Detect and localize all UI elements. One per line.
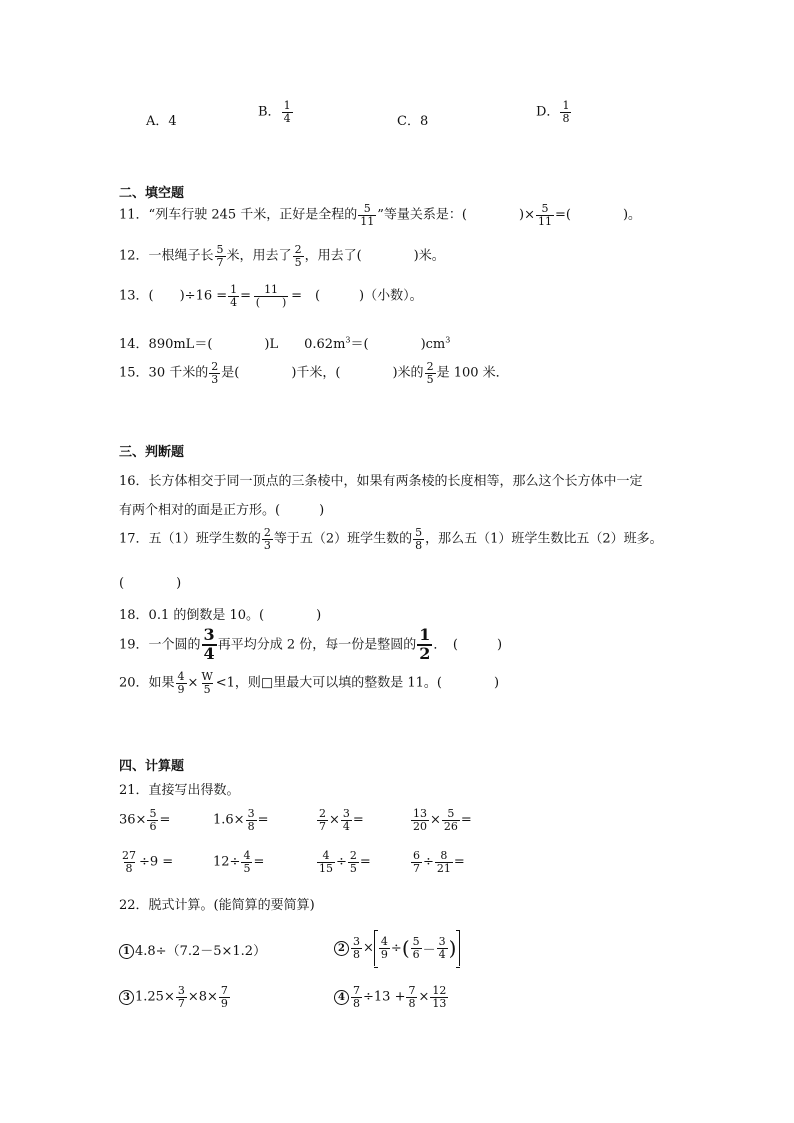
fraction: $\frac{2}{5}$ (294, 243, 302, 269)
answer-blank[interactable] (571, 204, 623, 223)
question-21-title: 21．直接写出得数。 (119, 783, 240, 798)
fraction: $\frac{6}{7}$ (413, 849, 420, 875)
fraction: $\frac{1}{2}$ (419, 625, 431, 663)
fraction: $\frac{5}{8}$ (415, 526, 423, 552)
q21-expression: 36× $\frac{5}{6}$ = (119, 807, 171, 833)
fraction: $\frac{7}{8}$ (408, 984, 416, 1010)
fraction: $\frac{2}{3}$ (211, 360, 219, 386)
question-17-answer[interactable]: ( ) (119, 576, 182, 591)
q21-expression: $\frac{6}{7}$ ÷ $\frac{8}{21}$ = (413, 849, 465, 875)
fraction: $\frac{3}{7}$ (177, 984, 185, 1010)
answer-blank[interactable] (369, 333, 421, 352)
option-a: A．4 (146, 114, 177, 129)
fraction: $\frac{8}{21}$ (436, 849, 451, 875)
circled-number: 3 (119, 990, 134, 1005)
answer-blank[interactable] (362, 245, 414, 264)
fraction: $\frac{5}{26}$ (443, 807, 458, 833)
fraction: $\frac{3}{4}$ (342, 807, 350, 833)
q21-expression: $\frac{13}{20}$ × $\frac{5}{26}$ = (413, 807, 472, 833)
fraction: $\frac{3}{8}$ (353, 934, 360, 961)
fraction: $\frac{13}{20}$ (413, 807, 427, 833)
section-title-true-false: 三、判断题 (119, 445, 185, 460)
question-22-title: 22．脱式计算。(能简算的要简算) (119, 898, 315, 913)
fraction: $\frac{5}{11}$ (360, 202, 375, 228)
section-title-calculation: 四、计算题 (119, 759, 185, 774)
fraction: $\frac{7}{9}$ (220, 984, 228, 1010)
answer-blank[interactable] (239, 362, 291, 381)
answer-blank[interactable] (212, 333, 264, 352)
fraction: $\frac{3}{4}$ (438, 934, 446, 961)
question-15: 15．30 千米的 $\frac{2}{3}$ 是( )千米，( )米的 $\frac{2}{5}$ 是 100 米． (119, 360, 509, 386)
fraction: $\frac{5}{6}$ (149, 807, 157, 833)
circled-number: 1 (119, 944, 134, 959)
fraction: $\frac{2}{5}$ (426, 360, 434, 386)
question-16-line1: 16．长方体相交于同一顶点的三条棱中，如果有两条棱的长度相等，那么这个长方体中一定 (119, 474, 643, 489)
section-title-fill-blank: 二、填空题 (119, 186, 185, 201)
square-bracket: $\frac{4}{9}$ ÷ ( $\frac{5}{6}$ － $\frac{3}{4}$ ) (374, 930, 461, 966)
fraction: $\frac{3}{4}$ (203, 625, 215, 663)
option-b (258, 100, 294, 124)
question-22-4: 4 $\frac{7}{8}$ ÷13 + $\frac{7}{8}$ × $\frac{12}{13}$ (334, 985, 449, 1009)
option-b-label: B． (258, 104, 281, 120)
question-22-2: 2 $\frac{3}{8}$ × $\frac{4}{9}$ ÷ ( $\frac{5}{6}$ － $\frac{3}{4}$ ) (334, 930, 460, 966)
circled-number: 4 (334, 990, 349, 1005)
question-22-1: 1 4.8÷（7.2－5×1.2） (119, 940, 266, 959)
q21-expression: 1.6× $\frac{3}{8}$ = (213, 807, 269, 833)
fraction: $\frac{5}{7}$ (216, 243, 224, 269)
fraction: $\frac{2}{7}$ (319, 807, 326, 833)
fraction: $\frac{4}{9}$ (380, 934, 388, 961)
fraction: $\frac{1}{8}$ (562, 99, 570, 125)
question-16-line2: 有两个相对的面是正方形。( ) (119, 503, 325, 518)
fraction: $\frac{4}{9}$ (177, 670, 185, 696)
question-20: 20．如果 $\frac{4}{9}$ × $\frac{W}{5}$ <1，则□里最大可以填的整数是 11。( ) (119, 670, 500, 696)
fraction: $\frac{11}{( )}$ (255, 283, 287, 309)
option-d (536, 100, 572, 124)
question-14: 14．890mL＝( )L $0.62m^3=$( )$cm^3$ (119, 333, 450, 352)
answer-blank[interactable] (467, 204, 519, 223)
q21-expression: $\frac{4}{15}$ ÷ $\frac{2}{5}$ = (319, 849, 371, 875)
fraction: $\frac{4}{15}$ (319, 849, 333, 875)
question-13: 13．( )÷16 = $\frac{1}{4}$ = $\frac{11}{( )}$ = ( )（小数）。 (119, 283, 423, 309)
q21-expression: $\frac{2}{7}$ × $\frac{3}{4}$ = (319, 807, 364, 833)
question-18: 18．0.1 的倒数是 10。( ) (119, 608, 322, 623)
fraction: $\frac{W}{5}$ (201, 670, 213, 696)
option-d-label: D． (536, 104, 560, 120)
fraction: $\frac{27}{8}$ (122, 849, 136, 875)
answer-blank[interactable] (340, 362, 392, 381)
fraction: $\frac{3}{8}$ (247, 807, 255, 833)
fraction: $\frac{2}{5}$ (349, 849, 357, 875)
fraction: $\frac{1}{4}$ (230, 283, 238, 309)
q21-expression: $\frac{27}{8}$ ÷9 = (122, 849, 174, 875)
fraction: $\frac{5}{11}$ (537, 202, 552, 228)
fraction: $\frac{5}{6}$ (412, 934, 420, 961)
fraction: $\frac{2}{3}$ (263, 526, 271, 552)
question-12: 12．一根绳子长 $\frac{5}{7}$ 米，用去了 $\frac{2}{5}$ ，用去了( )米。 (119, 243, 445, 269)
fraction: $\frac{7}{8}$ (353, 984, 360, 1010)
q21-expression: 12÷ $\frac{4}{5}$ = (213, 849, 265, 875)
question-11: 11．“列车行驶 245 千米，正好是全程的 $\frac{5}{11}$ ”等量关系是：( )× $\frac{5}{11}$ =( )。 (119, 202, 642, 228)
fraction: $\frac{4}{5}$ (243, 849, 251, 875)
question-19: 19．一个圆的 $\frac{3}{4}$ 再平均分成 2 份，每一份是整圆的 $\frac{1}{2}$ ． ( ) (119, 625, 503, 663)
fraction: $\frac{12}{13}$ (432, 984, 447, 1010)
question-22-3: 3 1.25× $\frac{3}{7}$ ×8× $\frac{7}{9}$ (119, 985, 231, 1009)
circled-number: 2 (334, 941, 349, 956)
question-17: 17．五（1）班学生数的 $\frac{2}{3}$ 等于五（2）班学生数的 $\frac{5}{8}$ ，那么五（1）班学生数比五（2）班多。 (119, 526, 663, 552)
option-c: C．8 (397, 114, 429, 129)
fraction: $\frac{1}{4}$ (283, 99, 291, 125)
